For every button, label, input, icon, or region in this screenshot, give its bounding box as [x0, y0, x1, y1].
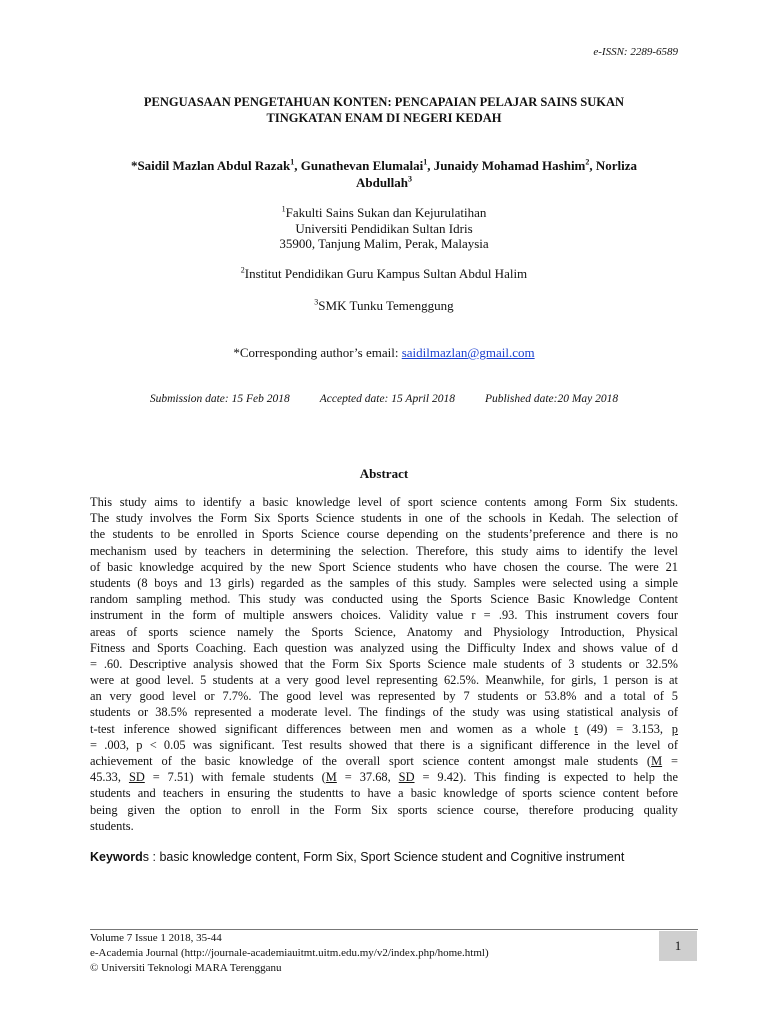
author-list [90, 157, 678, 191]
keywords-label: Keyword [90, 850, 143, 864]
email-link[interactable]: saidilmazlan@gmail.com [401, 345, 535, 360]
abstract-text: (49) = 3.153, [577, 721, 672, 736]
affiliation-1 [90, 205, 678, 252]
affiliation-3-mark: 3 [314, 297, 319, 307]
stat-symbol-m: M [651, 754, 663, 768]
author-line-1 [90, 157, 678, 174]
affiliation-3-text: SMK Tunku Temenggung [318, 298, 454, 313]
abstract-line [90, 753, 678, 769]
keywords-label-suffix: s [142, 850, 150, 864]
abstract-line [90, 721, 678, 737]
abstract-body [90, 494, 678, 834]
abstract-text: = [662, 754, 678, 768]
stat-symbol-p: p [671, 721, 678, 736]
page-footer [90, 931, 489, 976]
published-date: Published date:20 May 2018 [484, 393, 619, 405]
author-2: , Gunathevan Elumalai [294, 158, 424, 173]
stat-symbol-sd: SD [398, 770, 415, 785]
abstract-line: students. [90, 818, 134, 833]
abstract-line: = .60. Descriptive analysis showed that the Form Six Sports Science male students of 3 students or 32.5% [90, 656, 678, 671]
keywords-text: : basic knowledge content, Form Six, Sport Science student and Cognitive instrument [149, 850, 625, 864]
abstract-line: random sampling method. This study was conducted using the Sports Science Basic Knowledge Content [90, 592, 678, 607]
footer-volume: Volume 7 Issue 1 2018, 35-44 [90, 932, 222, 944]
stat-symbol-sd: SD [128, 770, 145, 785]
abstract-line: of basic knowledge acquired by the new Sport Science students who have chosen the course. The were 21 [90, 559, 678, 574]
abstract-line: students (8 boys and 13 girls) regarded as the samples of this study. Samples were selected using a simple [90, 575, 678, 590]
abstract-heading: Abstract [359, 466, 409, 481]
abstract-line: instrument in the form of multiple answers choices. Validity value r = .93. This instrument covers four [90, 608, 678, 623]
affiliation-1-line-1 [90, 205, 678, 221]
publication-dates [90, 393, 678, 405]
paper-title [90, 94, 678, 126]
abstract-text: achievement of the basic knowledge of the overall sport science content amongst male students ( [90, 754, 652, 768]
author-3: , Junaidy Mohamad Hashim [427, 158, 586, 173]
affiliation-1-mark: 1 [281, 204, 286, 214]
abstract-line: an very good level or 7.7%. The good level was represented by 7 students or 53.8% and a total of 5 [90, 689, 678, 704]
corresponding-label: *Corresponding author’s email: [233, 345, 402, 360]
abstract-text: 45.33, [90, 770, 129, 785]
submission-date: Submission date: 15 Feb 2018 [149, 393, 290, 405]
abstract-line: were at good level. 5 students at a very good level representing 62.5%. Meanwhile, for girls, 1 person is at [90, 673, 678, 688]
title-line-1: PENGUASAAN PENGETAHUAN KONTEN: PENCAPAIAN PELAJAR SAINS SUKAN [143, 95, 625, 109]
footer-journal: e-Academia Journal (http://journale-academiauitmt.uitm.edu.my/v2/index.php/home.html) [90, 947, 489, 959]
abstract-line [90, 769, 678, 785]
abstract-line: mechanism used by teachers in determining the selection. Therefore, this study aims to identify the level [90, 543, 678, 558]
abstract-line: The study involves the Form Six Sports Science students in one of the schools in Kedah. The selection of [90, 511, 678, 526]
author-2-affiliation-mark: 1 [423, 157, 428, 167]
abstract-text: = 7.51) with female students ( [144, 770, 326, 785]
page-number: 1 [659, 931, 697, 961]
corresponding-author [90, 345, 678, 361]
footer-divider [90, 929, 698, 930]
abstract-line: = .003, p < 0.05 was significant. Test results showed that there is a significant difference in the level of [90, 737, 678, 752]
affiliation-3 [90, 298, 678, 314]
keywords [90, 850, 678, 864]
issn-header: e-ISSN: 2289-6589 [593, 46, 678, 58]
abstract-line: students or 38.5% represented a moderate level. The findings of the study was using statistical analysis of [90, 705, 678, 720]
author-line-2 [90, 174, 678, 191]
affiliation-2 [90, 266, 678, 282]
abstract-line: being given the option to enroll in the Form Six sports science course, therefore producing quality [90, 802, 678, 817]
abstract-line: Fitness and Sports Coaching. Each question was analyzed using the Difficulty Index and shows value of d [90, 640, 678, 655]
abstract-line: This study aims to identify a basic knowledge level of sport science contents among Form Six students. [90, 495, 678, 509]
affiliation-1-line-3: 35900, Tanjung Malim, Perak, Malaysia [279, 236, 489, 251]
author-4-first: , Norliza [589, 158, 638, 173]
abstract-text: = 37.68, [336, 770, 399, 785]
affiliation-1-line-2: Universiti Pendidikan Sultan Idris [295, 220, 473, 236]
stat-symbol-m: M [325, 770, 337, 785]
affiliation-1-faculty: Fakulti Sains Sukan dan Kejurulatihan [285, 205, 487, 220]
footer-copyright: © Universiti Teknologi MARA Terengganu [90, 962, 282, 974]
author-1: *Saidil Mazlan Abdul Razak [130, 158, 291, 173]
affiliation-2-text: Institut Pendidikan Guru Kampus Sultan Abdul Halim [244, 266, 528, 281]
affiliation-2-mark: 2 [240, 265, 245, 275]
abstract-line: areas of sports science namely the Sports Science, Anatomy and Physiology Introduction, Physical [90, 624, 678, 639]
abstract-line: the students to be enrolled in Sports Science course depending on the students’preference and there is no [90, 527, 678, 542]
abstract-text: t-test inference showed significant differences between men and women as a whole [90, 721, 575, 736]
author-4-affiliation-mark: 3 [408, 174, 413, 184]
accepted-date: Accepted date: 15 April 2018 [319, 393, 455, 405]
title-line-2: TINGKATAN ENAM DI NEGERI KEDAH [266, 111, 502, 125]
abstract-text: = 9.42). This finding is expected to help the [414, 770, 678, 785]
author-4-last: Abdullah [355, 175, 409, 190]
author-1-affiliation-mark: 1 [290, 157, 295, 167]
abstract-line: students and teachers in ensuring the studentts to have a basic knowledge of sports science content before [90, 786, 678, 801]
author-3-affiliation-mark: 2 [585, 157, 590, 167]
stat-symbol-t: t [574, 721, 578, 736]
